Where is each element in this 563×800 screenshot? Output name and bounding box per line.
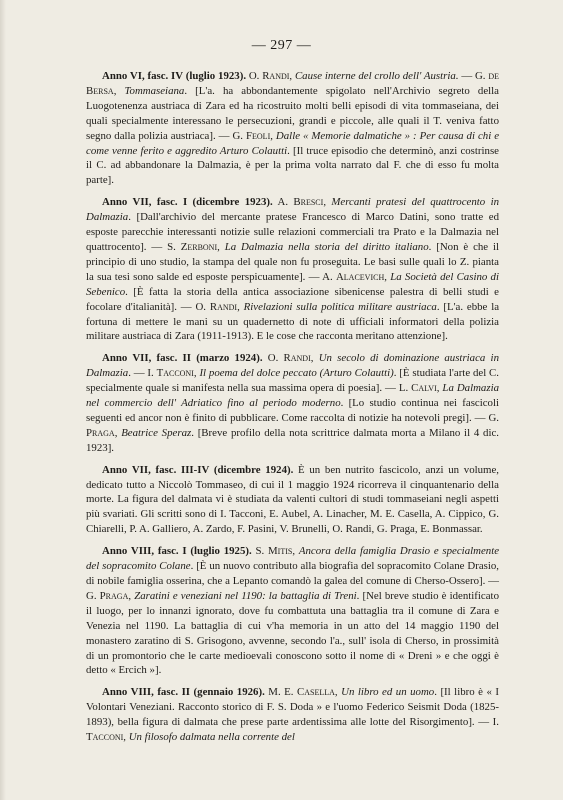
work-title: Beatrice Speraz bbox=[121, 426, 192, 439]
work-title: Zaratini e veneziani nel 1190: la battaglia di Treni bbox=[134, 589, 357, 602]
entry-text: , bbox=[193, 367, 200, 380]
work-title: Ancora della famiglia Drasio e specialmente del sopracomito Colane bbox=[86, 545, 500, 573]
entry-text: O. bbox=[246, 70, 263, 82]
entry-heading: Anno VII, fasc. III-IV (dicembre 1924). bbox=[102, 463, 294, 476]
author-name: Mitis bbox=[268, 545, 293, 558]
entry-heading: Anno VII, fasc. I (dicembre 1923). bbox=[102, 196, 273, 209]
author-name: Randi bbox=[209, 300, 238, 313]
entry-heading: Anno VIII, fasc. I (luglio 1925). bbox=[102, 545, 252, 558]
author-name: Alacevich bbox=[335, 270, 385, 283]
entry-heading: Anno VIII, fasc. II (gennaio 1926). bbox=[102, 686, 265, 699]
author-name: Zerboni bbox=[180, 240, 218, 253]
bibliography-entry bbox=[86, 69, 499, 188]
entry-text: , bbox=[114, 426, 122, 439]
work-title: Un filosofo dalmata nella corrente del bbox=[128, 731, 295, 744]
entry-text: , bbox=[123, 731, 129, 744]
work-title: La Dalmazia nel commercio dell' Adriatico fino al periodo moderno bbox=[86, 382, 500, 410]
author-name: Casella bbox=[297, 686, 335, 699]
author-name: Randi bbox=[262, 70, 290, 82]
entry-text: . [L'a. ha abbondantemente spigolato nell'Archivio segreto della Luogotenenza austriaca di Zara ed ha ricostruito molti belli episodi di vita tommaseiana, dei quali specialmente interessano le persecuzioni, grandi e piccole, alle quali il T. veniva fatto segno dalla polizia austriaca]. — G. bbox=[86, 84, 499, 142]
entry-text: M. E. bbox=[264, 686, 297, 699]
bibliography-entry bbox=[86, 463, 499, 538]
entry-text: . — I. bbox=[128, 367, 157, 380]
author-name: Praga bbox=[99, 589, 129, 602]
entry-text: , bbox=[289, 70, 295, 82]
work-title: Un libro ed un uomo bbox=[341, 686, 435, 699]
work-title: Un secolo di dominazione austriaca in Dalmazia bbox=[86, 352, 499, 380]
page-number: — 297 — bbox=[251, 38, 312, 53]
work-title: Dalle « Memorie dalmatiche » : Per causa di chi e come venne ferito e aggredito Arturo Colautti bbox=[86, 129, 500, 157]
entry-text: . [Non è che il principio di uno studio, la stampa del quale non fu proseguita. Le basi sulle quali lo Z. pianta la sua tesi sono salde ed esposte perspicuamente]. — A. bbox=[86, 240, 500, 283]
entry-text: . [È fatta la storia della antica associazione sibenicense palestra di belli studi e focolare d'italianità]. — O. bbox=[86, 285, 499, 313]
entry-text: , bbox=[217, 240, 225, 253]
entry-text: , bbox=[113, 84, 125, 97]
page-edge-shadow bbox=[0, 0, 6, 800]
entry-text: , bbox=[436, 382, 443, 395]
entry-text: , bbox=[292, 545, 299, 558]
bibliography-entry bbox=[86, 685, 499, 745]
entry-text: . [È studiata l'arte del C. specialmente quale si manifesta nella sua massima opera di poesia]. — L. bbox=[86, 367, 500, 395]
entry-text: . [Lo studio continua nei fascicoli seguenti ed ancor non è finito di pubblicare. Come raccolta di notizie ha notevoli pregi]. — G. bbox=[86, 397, 500, 424]
author-name: Randi bbox=[283, 352, 311, 365]
entry-text: , bbox=[384, 270, 391, 283]
entry-text: , bbox=[270, 129, 276, 142]
bibliography-entry bbox=[86, 195, 499, 344]
entry-text: , bbox=[310, 352, 319, 365]
work-title: Il poema del dolce peccato (Arturo Colautti) bbox=[199, 367, 394, 380]
author-name: Tacconi bbox=[156, 367, 194, 380]
entry-text: , bbox=[128, 589, 135, 602]
entry-text: . [Dall'archivio del mercante pratese Francesco di Marco Datini, sono tratte ed esposte parecchie interessanti notizie sulle relazioni commerciali tra Prato e la Dalmazia nel quattrocento]. — S. bbox=[86, 211, 499, 253]
entry-text: , bbox=[237, 300, 244, 313]
author-name: Feoli bbox=[245, 129, 271, 142]
entry-text: S. bbox=[251, 545, 269, 558]
work-title: Tommaseiana bbox=[124, 84, 185, 97]
entry-text: È un ben nutrito fascicolo, anzi un volume, dedicato tutto a Niccolò Tommaseo, di cui il 1 maggio 1924 ricorreva il cinquantenario della morte. La figura del dalmata vi è studiata da valenti cultori di studi tommaseiani negli aspetti più svariati. Gli scritti sono di I. Tacconi, E. Aubel, A. Linacher, M. E. Casella, A. Cippico, G. Chiarelli, P. A. Galliero, A. Zardo, F. Pasini, V. Brunelli, O. Randi, G. Praga, E. Bonmassar. bbox=[86, 463, 500, 536]
entry-text: . [È un nuovo contributo alla biografia del sopracomito Colane Drasio, di nobile famiglia osserina, che a Lepanto comandò la galea del comune di Cherso-Ossero]. — G. bbox=[86, 560, 500, 602]
author-name: Bresci bbox=[293, 196, 324, 209]
entry-text: . [Breve profilo della nota scrittrice dalmata morta a Milano il 4 dic. 1923]. bbox=[86, 426, 500, 454]
entry-text: — G. bbox=[458, 70, 489, 82]
work-title: La Dalmazia nella storia del diritto italiano bbox=[224, 240, 429, 253]
entry-text: O. bbox=[262, 352, 284, 365]
author-name: Calvi bbox=[411, 382, 437, 395]
entry-text: . [Il libro è « I Volontari Veneziani. Racconto storico di F. S. Doda » e l'uomo Federico Seismit Doda (1825-1893), bella figura di dalmata che prese parte ardentissima alle lotte del Risorgimento]. — I. bbox=[86, 686, 499, 729]
entry-text: , bbox=[334, 686, 342, 699]
entry-text: , bbox=[323, 196, 332, 209]
bibliography-entry bbox=[86, 351, 499, 455]
author-name: Tacconi bbox=[86, 731, 124, 744]
entry-text: . [L'a. ebbe la fortuna di mettere le mani su un quadernetto di note di ufficiali informatori della polizia militare austriaca di Zara (1911-1913). E le cose che racconta meritano attenzione]. bbox=[86, 300, 500, 343]
bibliography-entry bbox=[86, 544, 499, 678]
entry-text: . [Nel breve studio è identificato il luogo, per lo innanzi ignorato, dove fu combattuta una battaglia tra il comune di Zara e Venezia nel 1190. La battaglia di cui v'ha memoria in un atto del 14 maggio 1190 del monastero zaratino di S. Grisogono, avvenne, secondo l'a., sull' isola di Cherso, in prossimità di un promontorio che le carte medioevali conoscono sotto il nome di « Dreni » e che oggi è detto « Ercich »]. bbox=[86, 589, 499, 677]
entry-heading: Anno VII, fasc. II (marzo 1924). bbox=[102, 352, 263, 365]
entry-heading: Anno VI, fasc. IV (luglio 1923). bbox=[102, 70, 247, 82]
author-name: de Bersa bbox=[86, 70, 499, 97]
page-body bbox=[86, 69, 499, 752]
entry-text: . [Il truce episodio che determinò, anzi costrinse il C. ad abbandonare la Dalmazia, è per la prima volta narrato dal F. che di esso fu molta parte]. bbox=[86, 144, 499, 187]
work-title: Rivelazioni sulla politica militare austriaca bbox=[243, 300, 437, 313]
work-title: Cause interne del crollo dell' Austria. bbox=[294, 70, 459, 82]
entry-text: A. bbox=[272, 196, 294, 209]
work-title: Mercanti pratesi del quattrocento in Dalmazia bbox=[86, 196, 500, 224]
author-name: Praga bbox=[86, 426, 115, 439]
work-title: La Società del Casino di Sebenico bbox=[86, 270, 499, 298]
